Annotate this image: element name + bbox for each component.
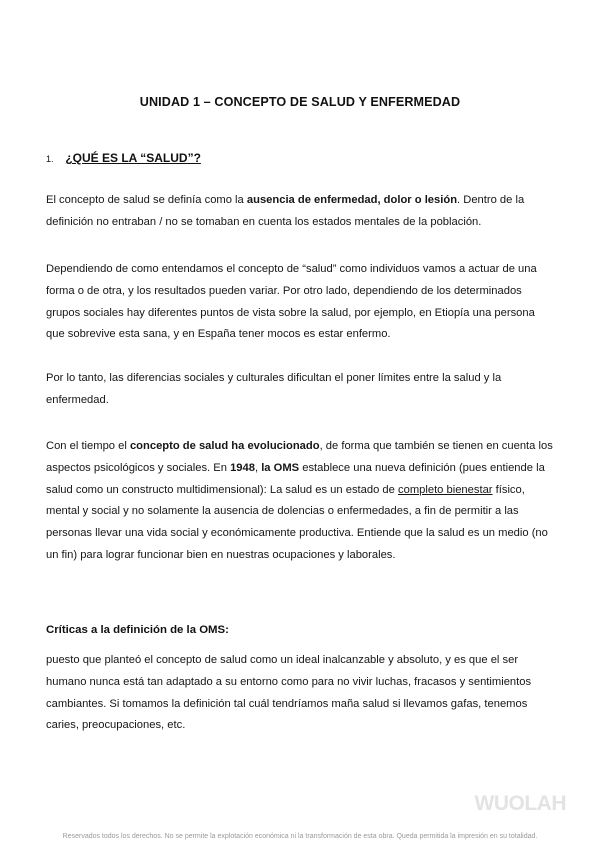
p4-bold-2: 1948 [230,461,255,474]
document-title: UNIDAD 1 – CONCEPTO DE SALUD Y ENFERMEDAD [139,95,461,109]
section-number: 1. [46,154,54,164]
paragraph-1 [46,190,556,234]
paragraph-3: Por lo tanto, las diferencias sociales y culturales dificultan el poner límites entre la salud y la enfermedad. [46,372,502,406]
section-heading-text: ¿QUÉ ES LA “SALUD”? [65,151,201,165]
p1-text-1: El concepto de salud se definía como la [46,194,247,206]
p1-bold-1: ausencia de enfermedad, dolor o lesión [246,194,458,206]
p4-text-5: físico, mental y social y no solamente la ausencia de dolencias o enfermedades, a fin de permitir a las personas llevar una vida social y económicamente productiva. Entiende que la salud es un medio (no un fin) para lograr funcionar bien en nuestras ocupaciones y laborales. [46,483,548,561]
paragraph-4 [46,436,556,567]
p4-text-2: , de forma que también se tienen en cuenta los aspectos psicológicos y sociales. En [46,440,553,474]
p4-text-1: Con el tiempo el [46,440,130,452]
p1-text-2: . Dentro de la definición no entraban / no se tomaban en cuenta los estados mentales de la población. [46,194,525,228]
p4-text-4: establece una nueva definición (pues entiende la salud como un constructo multidimensional): La salud es un estado de [46,461,545,496]
section-heading-que-es-la-salud [46,151,201,165]
paragraph-2: Dependiendo de como entendamos el concepto de “salud” como individuos vamos a actuar de una forma o de otra, y los resultados pueden variar. Por otro lado, dependiendo de los determinados grupos sociales hay diferentes puntos de vista sobre la salud, por ejemplo, en Etiopía una persona que sobrevive esta sana, y en España tener mocos es estar enfermo. [46,263,537,341]
p4-text-3: , [254,461,262,474]
paragraph-5: puesto que planteó el concepto de salud como un ideal inalcanzable y absoluto, y es que el ser humano nunca está tan adaptado a su entorno como para no vivir luchas, fracasos y sentimientos cambiantes. Si tomamos la definición tal cuál tendríamos maña salud si llevamos gafas, tenemos caries, preocupaciones, etc. [46,654,532,732]
wuolah-logo: WUOLAH [474,792,566,815]
p4-underline-1: completo bienestar [398,483,493,496]
p4-bold-1: concepto de salud ha evolucionado [129,440,320,452]
section-heading-criticas: Críticas a la definición de la OMS: [46,624,229,636]
footer-copyright: Reservados todos los derechos. No se permite la explotación económica ni la transformación de esta obra. Queda permitida la impresión en su totalidad. [62,833,538,840]
p4-bold-3: la OMS [261,461,300,474]
